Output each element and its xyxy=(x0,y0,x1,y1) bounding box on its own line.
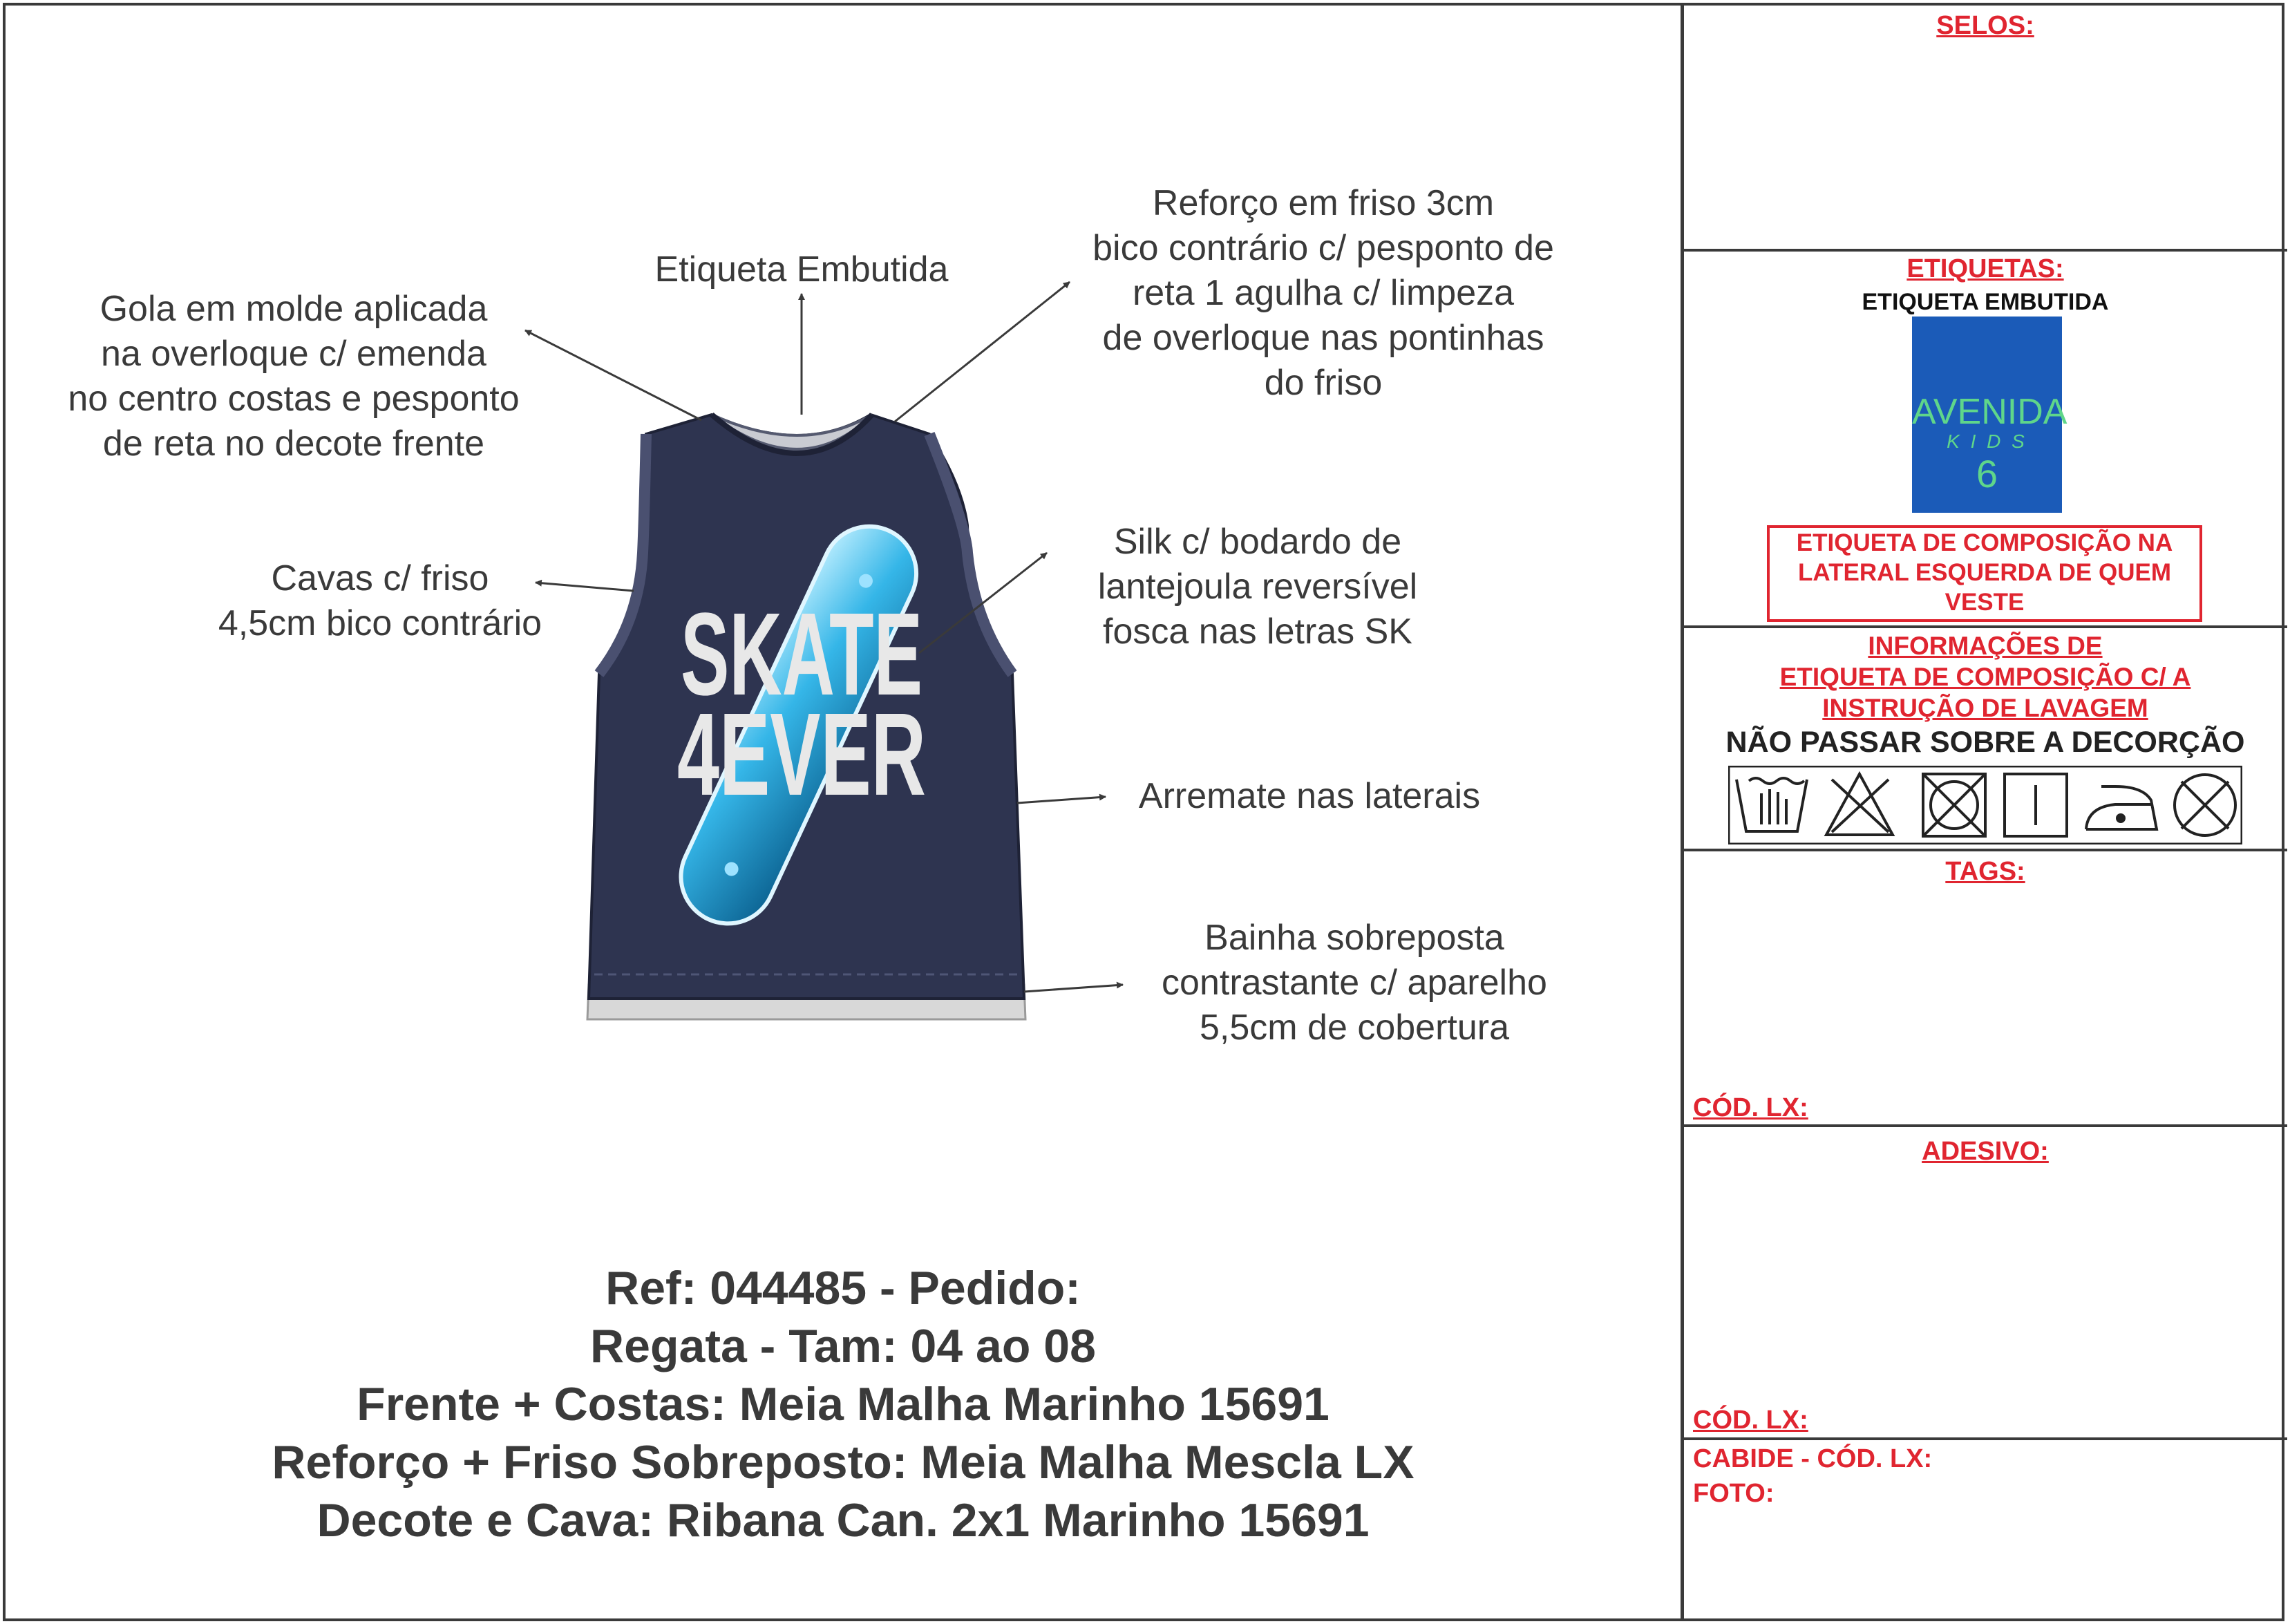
cabide-label: CABIDE - CÓD. LX: xyxy=(1693,1444,1933,1473)
informacoes-title: INFORMAÇÕES DE ETIQUETA DE COMPOSIÇÃO C/ A INSTRUÇÃO DE LAVAGEM xyxy=(1779,632,2191,722)
section-divider xyxy=(1683,849,2287,851)
annotation-reforco: Reforço em friso 3cm bico contrário c/ pesponto de reta 1 agulha c/ limpeza de overloque nas pontinhas do friso xyxy=(1092,183,1554,403)
brand-sub: K I D S xyxy=(1947,431,2027,452)
annotation-silk: Silk c/ bodardo de lantejoula reversível fosca nas letras SK xyxy=(1097,522,1418,652)
annotation-cavas: Cavas c/ friso 4,5cm bico contrário xyxy=(218,558,542,643)
print-line-1: SKATE xyxy=(681,589,922,720)
garment-drawing xyxy=(0,0,1679,1037)
annotation-bainha: Bainha sobreposta contrastante c/ aparelho 5,5cm de cobertura xyxy=(1162,918,1547,1048)
annotation-arremate: Arremate nas laterais xyxy=(1138,776,1481,816)
etiquetas-title: ETIQUETAS: xyxy=(1906,254,2064,283)
no-dry-clean-icon xyxy=(2175,775,2235,835)
selos-title: SELOS: xyxy=(1936,11,2034,40)
iron-low-icon xyxy=(2086,786,2157,829)
annotation-etiqueta-embutida: Etiqueta Embutida xyxy=(654,249,949,290)
care-icons xyxy=(1728,766,2242,844)
cod-lx-tags: CÓD. LX: xyxy=(1693,1093,1808,1122)
section-divider xyxy=(1683,1437,2287,1440)
spec-regata: Regata - Tam: 04 ao 08 xyxy=(590,1320,1096,1372)
foto-label: FOTO: xyxy=(1693,1479,1775,1508)
annotation-gola: Gola em molde aplicada na overloque c/ emenda no centro costas e pesponto de reta no decote frente xyxy=(68,289,520,464)
etiqueta-embutida-label: ETIQUETA EMBUTIDA xyxy=(1862,289,2109,315)
no-tumble-dry-icon xyxy=(1923,774,1985,836)
spec-block xyxy=(104,1259,1582,1549)
spec-ref: Ref: 044485 - Pedido: xyxy=(605,1262,1081,1314)
section-divider xyxy=(1683,625,2287,628)
no-bleach-icon xyxy=(1826,774,1893,835)
section-divider xyxy=(1683,1124,2287,1127)
brand-size: 6 xyxy=(1976,452,1998,495)
line-dry-icon xyxy=(2005,774,2067,836)
brand-name: AVENIDA xyxy=(1912,392,2067,432)
tags-title: TAGS: xyxy=(1945,857,2025,886)
brand-label xyxy=(1912,317,2067,513)
section-divider xyxy=(1683,249,2287,252)
print-line-2: 4EVER xyxy=(677,689,926,820)
spec-decote: Decote e Cava: Ribana Can. 2x1 Marinho 15691 xyxy=(316,1494,1370,1547)
adesivo-title: ADESIVO: xyxy=(1922,1137,2049,1166)
sidebar-divider xyxy=(1681,3,1684,1621)
cod-lx-adesivo: CÓD. LX: xyxy=(1693,1406,1808,1435)
nao-passar-text: NÃO PASSAR SOBRE A DECORÇÃO xyxy=(1725,726,2245,759)
spec-frente-costas: Frente + Costas: Meia Malha Marinho 15691 xyxy=(357,1378,1329,1431)
composicao-box: ETIQUETA DE COMPOSIÇÃO NA LATERAL ESQUERDA DE QUEM VESTE xyxy=(1767,525,2202,622)
spec-reforco: Reforço + Friso Sobreposto: Meia Malha Mescla LX xyxy=(272,1436,1414,1489)
hand-wash-icon xyxy=(1737,778,1807,831)
